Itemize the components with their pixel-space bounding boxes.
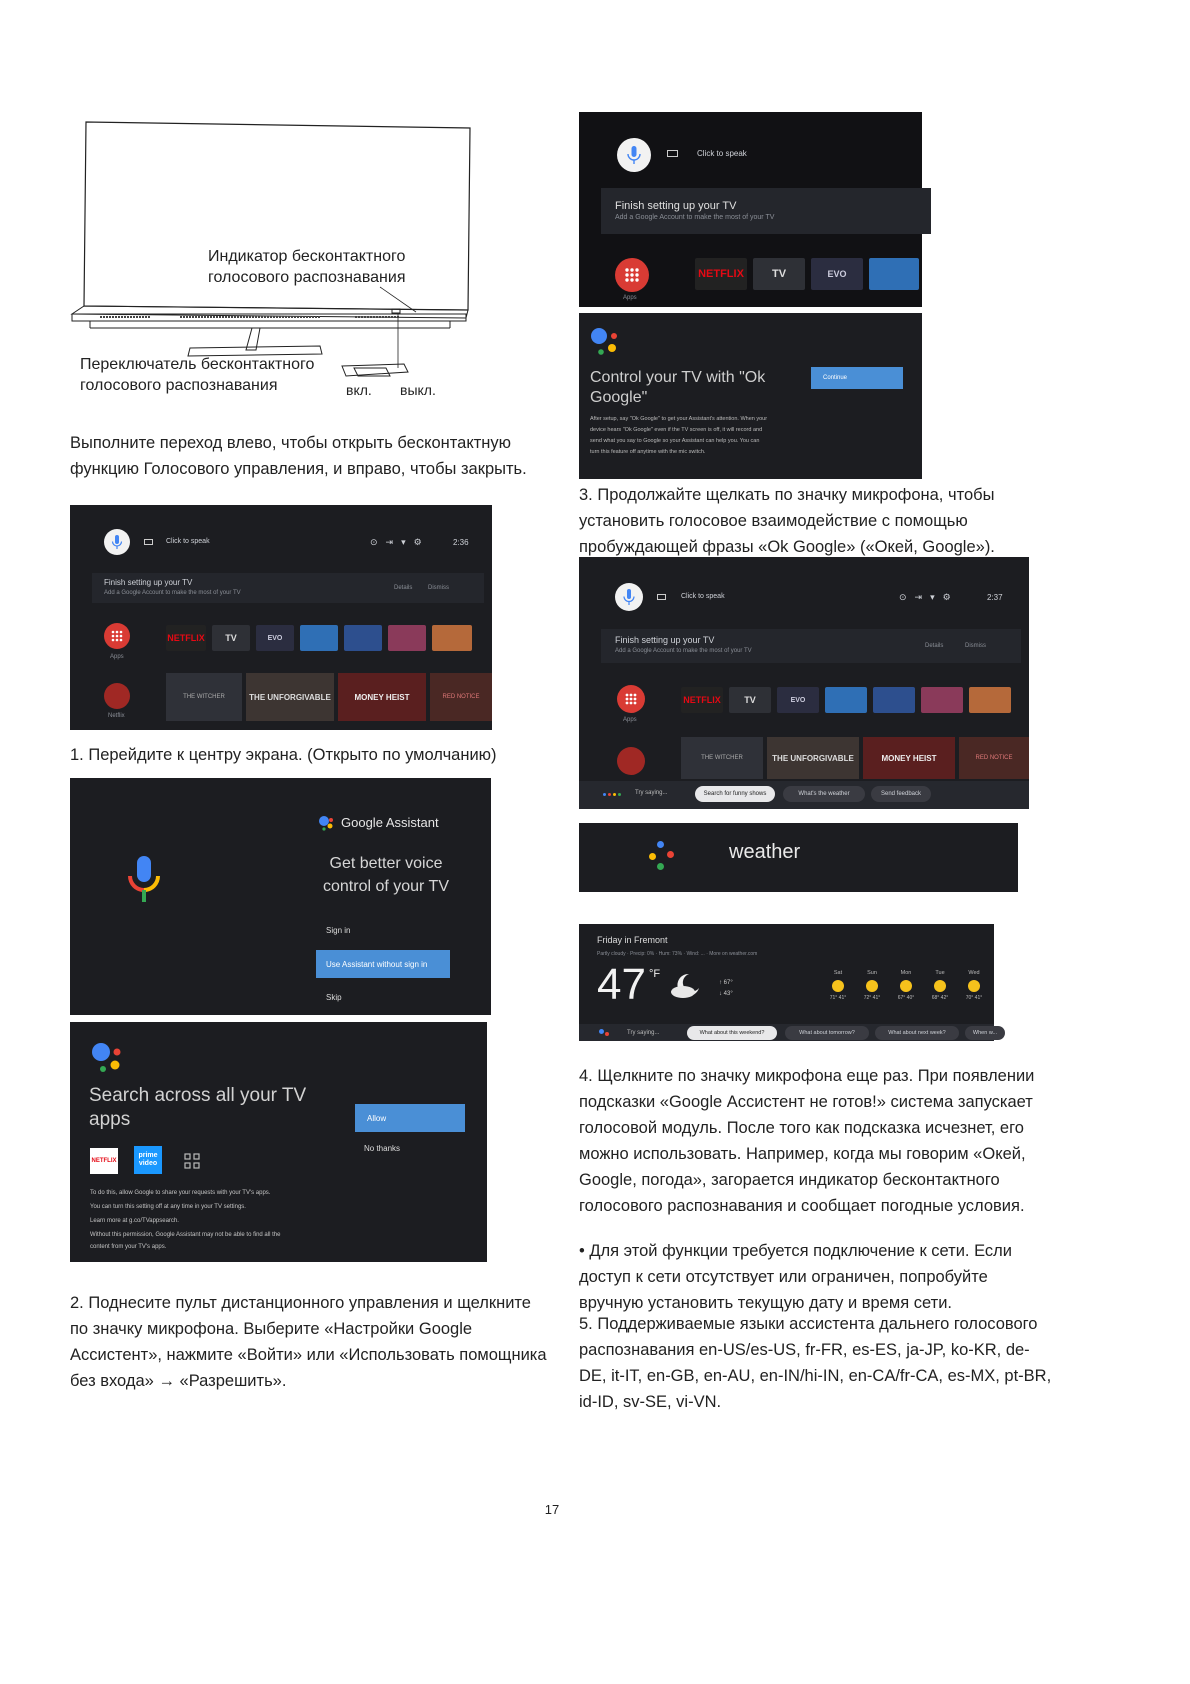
weather-conditions: Partly cloudy · Precip: 0% · Hum: 73% · Wind: ... · More on weather.com <box>597 951 758 957</box>
forecast-range: 70° 41° <box>965 995 983 1001</box>
assistant-dots-icon <box>599 1029 613 1037</box>
forecast-day-label: Sat <box>833 970 843 976</box>
search-body-1: To do this, allow Google to share your requests with your TV's apps. <box>90 1190 271 1196</box>
search-body-4: Without this permission, Google Assistant may not be able to find all the <box>90 1232 281 1238</box>
tile-evo[interactable]: EVO <box>256 625 294 651</box>
network-note: • Для этой функции требуется подключение к сети. Если доступ к сети отсутствует или ограничен, попробуйте вручную установить текущую дату и время сети. <box>579 1242 1012 1312</box>
forecast-range: 67° 40° <box>897 995 915 1001</box>
dismiss-button[interactable]: Dismiss <box>965 643 986 649</box>
tile-google-play[interactable] <box>300 625 338 651</box>
mic-button[interactable] <box>615 583 643 611</box>
mic-button[interactable] <box>104 529 130 555</box>
weather-result-screen <box>579 924 998 1041</box>
assistant-setup-screen <box>70 778 491 1015</box>
clock: 2:36 <box>453 538 469 547</box>
finish-setup-sub: Add a Google Account to make the most of your TV <box>615 648 752 654</box>
suggestion-chip-2[interactable]: What's the weather <box>783 786 865 802</box>
netflix-row-icon[interactable] <box>617 747 645 775</box>
weather-query-text: weather <box>729 841 801 863</box>
finish-setup-title: Finish setting up your TV <box>104 578 193 587</box>
home-screen-1 <box>70 505 492 730</box>
tile-play-movies[interactable] <box>388 625 426 651</box>
keyboard-icon[interactable] <box>144 539 153 545</box>
google-assistant-logo-icon <box>318 814 336 832</box>
step5-text: 5. Поддерживаемые языки ассистента дальнего голосового распознавания en-US/es-US, fr-FR, es-ES, ja-JP, ko-KR, de-DE, it-IT, en-GB, en-AU, en-IN/hi-IN, en-CA/fr-CA, es-MX, pt-BR, id-ID, sv-SE, vi-VN. <box>579 1315 1052 1411</box>
keyboard-icon[interactable] <box>657 594 666 600</box>
mic-button[interactable] <box>617 138 651 172</box>
home-screen-2 <box>579 557 1029 809</box>
movie-money-heist[interactable]: MONEY HEIST <box>863 737 955 779</box>
assistant-dots-icon <box>649 841 677 871</box>
forecast-range: 68° 42° <box>931 995 949 1001</box>
prime-video-icon: prime video <box>134 1146 162 1174</box>
tile-netflix[interactable]: NETFLIX <box>681 687 723 713</box>
google-assistant-dots-icon <box>589 325 623 359</box>
forecast-day <box>857 970 887 1001</box>
skip-button[interactable]: Skip <box>326 993 342 1002</box>
assistant-brand: Google Assistant <box>341 815 439 830</box>
click-to-speak-label: Click to speak <box>166 538 210 545</box>
switch-label: Переключатель бесконтактного голосового распознавания <box>80 356 315 394</box>
tile-google-play[interactable] <box>869 258 919 290</box>
suggestion-chip-3[interactable]: Send feedback <box>871 786 931 802</box>
apps-button[interactable] <box>104 623 130 649</box>
details-button[interactable]: Details <box>394 585 413 591</box>
assistant-title: Get better voice control of your TV <box>323 855 449 895</box>
netflix-row-icon[interactable] <box>104 683 130 709</box>
sun-icon <box>934 980 946 992</box>
finish-setup-title: Finish setting up your TV <box>615 635 715 645</box>
forecast-day-label: Sun <box>867 970 877 976</box>
tile-youtube[interactable] <box>344 625 382 651</box>
sign-in-button[interactable]: Sign in <box>326 926 351 935</box>
allow-button[interactable]: Allow <box>355 1104 465 1132</box>
google-mic-icon <box>124 854 164 906</box>
more-apps-grid-icon <box>184 1153 200 1169</box>
dismiss-button[interactable]: Dismiss <box>428 585 449 591</box>
moon-cloud-icon <box>669 970 703 1000</box>
movie-money-heist[interactable]: MONEY HEIST <box>338 673 426 721</box>
tv-diagram <box>70 110 550 440</box>
forecast-day <box>925 970 955 1001</box>
apps-button[interactable] <box>615 258 649 292</box>
try-saying-label: Try saying... <box>635 790 668 796</box>
forecast-range: 72° 41° <box>863 995 881 1001</box>
tile-evo[interactable]: EVO <box>811 258 863 290</box>
forecast-row <box>823 970 993 1010</box>
step3-text: 3. Продолжайте щелкать по значку микрофона, чтобы установить голосовое взаимодействие с помощью пробуждающей фразы «Ok Google» («Окей, Google»). <box>579 486 995 556</box>
tile-netflix[interactable]: NETFLIX <box>695 258 747 290</box>
tile-youtube[interactable] <box>873 687 915 713</box>
sun-icon <box>968 980 980 992</box>
movie-witcher[interactable]: THE WITCHER <box>166 673 242 721</box>
netflix-row-label: Netflix <box>108 713 125 719</box>
click-to-speak-label: Click to speak <box>681 593 725 600</box>
microphone-icon <box>104 529 130 555</box>
ok-google-body-1: After setup, say "Ok Google" to get your Assistant's attention. When your <box>590 416 768 422</box>
sun-icon <box>900 980 912 992</box>
click-to-speak-label: Click to speak <box>697 149 747 158</box>
tile-play-store[interactable] <box>969 687 1011 713</box>
movie-red-notice[interactable]: RED NOTICE <box>430 673 492 721</box>
weather-chip-1[interactable]: What about this weekend? <box>687 1026 777 1040</box>
weather-location: Friday in Fremont <box>597 935 668 945</box>
ok-google-screen <box>579 313 922 479</box>
apps-label: Apps <box>110 654 124 660</box>
indicator-label: Индикатор бесконтактного голосового распознавания <box>208 248 406 286</box>
use-without-sign-in-button[interactable]: Use Assistant without sign in <box>316 950 450 978</box>
tile-netflix[interactable]: NETFLIX <box>166 625 206 651</box>
forecast-day-label: Wed <box>968 970 980 976</box>
ok-google-body-4: turn this feature off anytime with the mic switch. <box>590 449 706 455</box>
finish-setup-sub: Add a Google Account to make the most of your TV <box>104 590 241 596</box>
apps-grid-icon <box>104 623 130 649</box>
google-assistant-dots-icon <box>90 1040 126 1076</box>
movie-red-notice[interactable]: RED NOTICE <box>959 737 1029 779</box>
step2-text: 2. Поднесите пульт дистанционного управления и щелкните по значку микрофона. Выберите «Настройки Google Ассистент», нажмите «Войти» или «Использовать помощника без входа» → «Разрешить». <box>70 1294 547 1390</box>
keyboard-icon[interactable] <box>667 150 678 157</box>
search-body-3: Learn more at g.co/TVappsearch. <box>90 1218 179 1224</box>
forecast-day <box>959 970 989 1001</box>
finish-setup-sub: Add a Google Account to make the most of your TV <box>615 214 775 221</box>
temp-low: ↓ 43° <box>719 991 733 997</box>
tile-tv[interactable]: TV <box>212 625 250 651</box>
assistant-dots-icon <box>603 792 623 798</box>
weather-query-screen <box>579 823 1018 892</box>
temp-high: ↑ 67° <box>719 980 733 986</box>
movie-unforgivable[interactable]: THE UNFORGIVABLE <box>246 673 334 721</box>
step4-text: 4. Щелкните по значку микрофона еще раз. При появлении подсказки «Google Ассистент не готов!» система запускает голосовой модуль. После того как подсказка исчезнет, его можно использовать. Например, когда мы говорим «Окей, Google, погода», загорается индикатор бесконтактного голосового распознавания и сообщает погодные условия. <box>579 1067 1035 1215</box>
forecast-range: 71° 41° <box>829 995 847 1001</box>
temp-unit: °F <box>649 968 661 980</box>
apps-grid-icon <box>617 685 645 713</box>
weather-chip-3[interactable]: What about next week? <box>875 1026 959 1040</box>
microphone-icon <box>615 583 643 611</box>
search-apps-screen <box>70 1022 487 1262</box>
weather-chip-4[interactable]: When w... <box>965 1026 1005 1040</box>
continue-button[interactable]: Continue <box>811 367 903 389</box>
apps-grid-icon <box>615 258 649 292</box>
apps-label: Apps <box>623 295 637 301</box>
weather-try-saying: Try saying... <box>627 1030 660 1036</box>
suggestion-chip-1[interactable]: Search for funny shows <box>695 786 775 802</box>
tile-evo[interactable]: EVO <box>777 687 819 713</box>
ok-google-body-3: send what you say to Google so your Assistant can help you. You can <box>590 438 760 444</box>
microphone-icon <box>617 138 651 172</box>
no-thanks-button[interactable]: No thanks <box>364 1144 401 1153</box>
sun-icon <box>832 980 844 992</box>
click-to-speak-screen <box>579 112 922 307</box>
finish-setup-title: Finish setting up your TV <box>615 200 737 212</box>
tile-google-play[interactable] <box>825 687 867 713</box>
page-number: 17 <box>544 1502 560 1517</box>
search-body-5: content from your TV's apps. <box>90 1244 167 1250</box>
search-title: Search across all your TV apps <box>89 1085 307 1130</box>
off-label: выкл. <box>400 382 436 398</box>
sun-icon <box>866 980 878 992</box>
details-button[interactable]: Details <box>925 643 944 649</box>
movie-unforgivable[interactable]: THE UNFORGIVABLE <box>767 737 859 779</box>
forecast-day-label: Tue <box>935 970 945 976</box>
forecast-day <box>891 970 921 1001</box>
step1-text: 1. Перейдите к центру экрана. (Открыто по умолчанию) <box>70 746 497 764</box>
ok-google-body-2: device hears "Ok Google" even if the TV screen is off, it will record and <box>590 427 763 433</box>
forecast-day-label: Mon <box>900 970 912 976</box>
on-label: вкл. <box>346 382 372 398</box>
intro-paragraph: Выполните переход влево, чтобы открыть бесконтактную функцию Голосового управления, и вправо, чтобы закрыть. <box>70 434 527 478</box>
forecast-day <box>823 970 853 1001</box>
search-body-2: You can turn this setting off at any time in your TV settings. <box>90 1204 246 1210</box>
tile-play-movies[interactable] <box>921 687 963 713</box>
apps-button[interactable] <box>617 685 645 713</box>
tile-tv[interactable]: TV <box>729 687 771 713</box>
clock: 2:37 <box>987 593 1003 602</box>
status-icons: ⊙⇥▾⚙ <box>370 537 430 547</box>
movie-witcher[interactable]: THE WITCHER <box>681 737 763 779</box>
tile-tv[interactable]: TV <box>753 258 805 290</box>
weather-chip-2[interactable]: What about tomorrow? <box>785 1026 869 1040</box>
current-temp: 47 <box>597 960 646 1009</box>
tile-play-store[interactable] <box>432 625 472 651</box>
netflix-app-icon: NETFLIX <box>90 1148 118 1174</box>
ok-google-title: Control your TV with "Ok Google" <box>590 369 766 406</box>
status-icons: ⊙⇥▾⚙ <box>899 592 959 602</box>
apps-label: Apps <box>623 717 637 723</box>
